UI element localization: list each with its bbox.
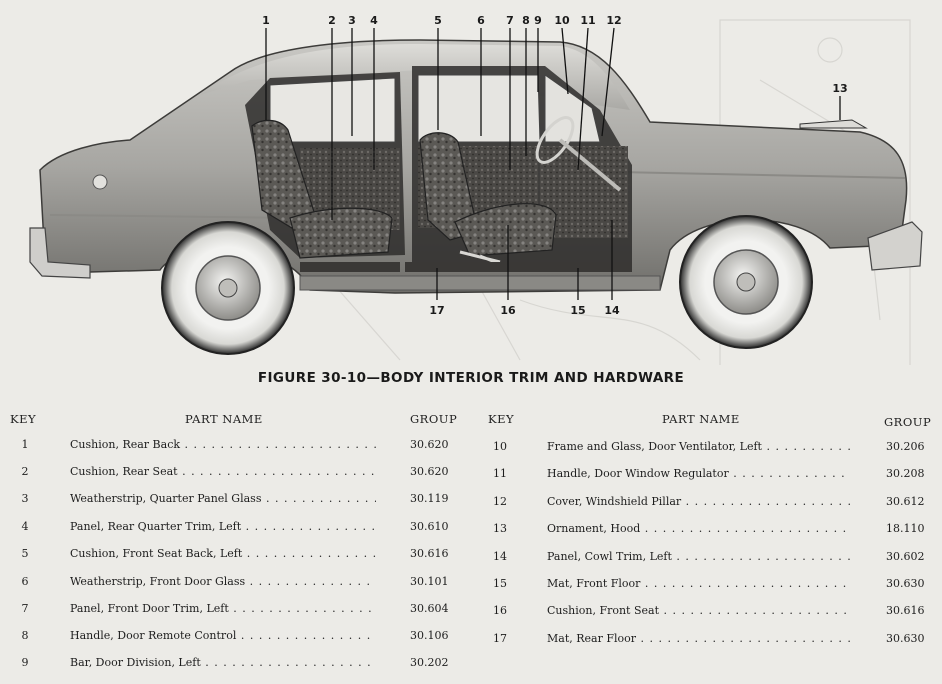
callout-10: 10 bbox=[554, 14, 570, 27]
part-group: 30.202 bbox=[410, 656, 449, 669]
left-group-header: GROUP bbox=[410, 412, 458, 426]
part-name: Handle, Door Window Regulator . . . bbox=[547, 463, 850, 485]
part-name: Ornament, Hood . . . bbox=[547, 518, 850, 540]
callout-16: 16 bbox=[500, 304, 516, 317]
part-group: 30.602 bbox=[886, 550, 925, 563]
part-key: 8 bbox=[21, 629, 29, 642]
part-group: 30.630 bbox=[886, 632, 925, 645]
part-name: Cover, Windshield Pillar . . . bbox=[547, 491, 850, 513]
part-name: Panel, Rear Quarter Trim, Left . . . bbox=[70, 516, 376, 538]
part-name: Panel, Cowl Trim, Left . . . bbox=[547, 546, 850, 568]
part-name: Cushion, Rear Seat . . . bbox=[70, 461, 376, 483]
part-key: 13 bbox=[493, 522, 507, 535]
callout-13: 13 bbox=[832, 82, 848, 95]
callout-2: 2 bbox=[328, 14, 336, 27]
callout-4: 4 bbox=[370, 14, 378, 27]
part-name: Cushion, Front Seat Back, Left . . . bbox=[70, 543, 376, 565]
part-key: 11 bbox=[493, 467, 507, 480]
figure-title: FIGURE 30-10—BODY INTERIOR TRIM AND HARDWARE bbox=[257, 370, 685, 386]
part-group: 30.106 bbox=[410, 629, 449, 642]
right-group-header: GROUP bbox=[884, 415, 932, 429]
rear-wheel bbox=[162, 222, 294, 354]
callout-1: 1 bbox=[262, 14, 270, 27]
part-name: Cushion, Front Seat . . . bbox=[547, 600, 850, 622]
part-name: Mat, Front Floor . . . bbox=[547, 573, 850, 595]
left-part-header: PART NAME bbox=[185, 412, 263, 426]
part-key: 10 bbox=[493, 440, 507, 453]
callout-6: 6 bbox=[477, 14, 485, 27]
part-group: 30.101 bbox=[410, 575, 449, 588]
callout-7: 7 bbox=[506, 14, 514, 27]
part-key: 12 bbox=[493, 495, 507, 508]
right-part-header: PART NAME bbox=[662, 412, 740, 426]
callout-15: 15 bbox=[570, 304, 586, 317]
part-group: 30.206 bbox=[886, 440, 925, 453]
front-wheel bbox=[680, 216, 812, 348]
callout-3: 3 bbox=[348, 14, 356, 27]
part-group: 30.616 bbox=[410, 547, 449, 560]
part-key: 4 bbox=[21, 520, 29, 533]
part-group: 30.208 bbox=[886, 467, 925, 480]
part-name: Weatherstrip, Quarter Panel Glass . . . bbox=[70, 488, 376, 510]
part-group: 30.604 bbox=[410, 602, 449, 615]
part-group: 30.616 bbox=[886, 604, 925, 617]
part-group: 30.630 bbox=[886, 577, 925, 590]
callout-14: 14 bbox=[604, 304, 620, 317]
part-key: 5 bbox=[21, 547, 29, 560]
callout-8: 8 bbox=[522, 14, 530, 27]
callout-12: 12 bbox=[606, 14, 622, 27]
part-key: 1 bbox=[21, 438, 29, 451]
part-group: 30.610 bbox=[410, 520, 449, 533]
part-key: 2 bbox=[21, 465, 29, 478]
part-name: Handle, Door Remote Control . . . bbox=[70, 625, 376, 647]
part-key: 15 bbox=[493, 577, 507, 590]
callout-5: 5 bbox=[434, 14, 442, 27]
part-name: Cushion, Rear Back . . . bbox=[70, 434, 376, 456]
part-name: Mat, Rear Floor . . . bbox=[547, 628, 850, 650]
callout-11: 11 bbox=[580, 14, 596, 27]
part-group: 30.119 bbox=[410, 492, 449, 505]
part-group: 18.110 bbox=[886, 522, 925, 535]
part-name: Bar, Door Division, Left . . . bbox=[70, 652, 376, 674]
part-name: Panel, Front Door Trim, Left . . . bbox=[70, 598, 376, 620]
callout-9: 9 bbox=[534, 14, 542, 27]
part-group: 30.620 bbox=[410, 438, 449, 451]
part-key: 9 bbox=[21, 656, 29, 669]
part-name: Frame and Glass, Door Ventilator, Left . . . bbox=[547, 436, 850, 458]
part-key: 14 bbox=[493, 550, 507, 563]
part-key: 3 bbox=[21, 492, 29, 505]
part-name: Weatherstrip, Front Door Glass . . . bbox=[70, 571, 376, 593]
part-key: 6 bbox=[21, 575, 29, 588]
callout-17: 17 bbox=[429, 304, 445, 317]
part-key: 16 bbox=[493, 604, 507, 617]
part-key: 17 bbox=[493, 632, 507, 645]
part-group: 30.620 bbox=[410, 465, 449, 478]
left-key-header: KEY bbox=[10, 412, 37, 426]
right-key-header: KEY bbox=[488, 412, 515, 426]
part-group: 30.612 bbox=[886, 495, 925, 508]
part-key: 7 bbox=[21, 602, 29, 615]
